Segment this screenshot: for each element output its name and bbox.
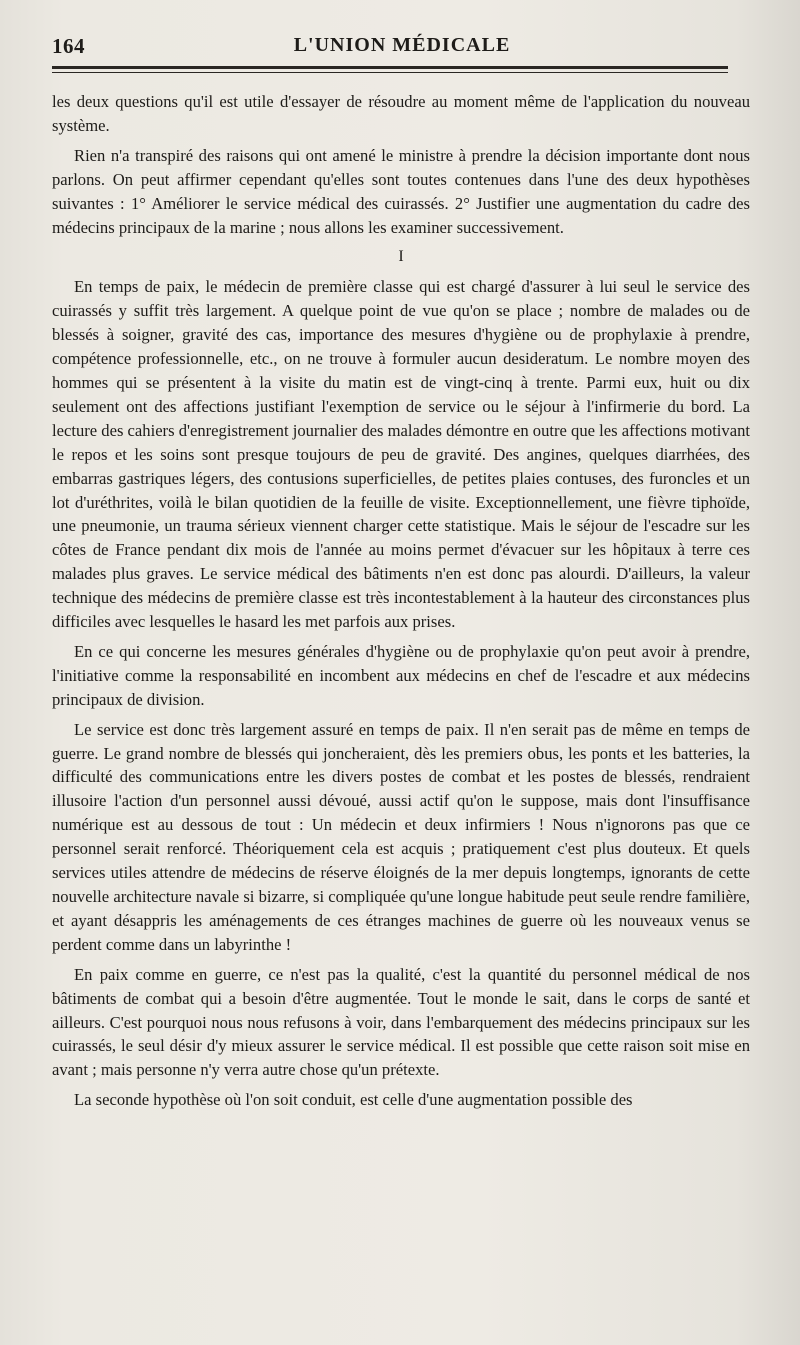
paragraph: En paix comme en guerre, ce n'est pas la qualité, c'est la quantité du personnel médical de nos bâtiments de combat qui a besoin d'être augmentée. Tout le monde le sait, dans le corps de santé et ailleurs. C'est pourquoi nous nous refusons à voir, dans l'embarquement des médecins principaux sur les cuirassés, le seul désir d'y mieux assurer le service médical. Il est possible que cette raison soit mise en avant ; mais personne n'y verra autre chose qu'un prétexte. bbox=[52, 964, 750, 1080]
paragraph: En ce qui concerne les mesures générales d'hygiène ou de prophylaxie qu'on peut avoir à prendre, l'initiative comme la responsabilité en incombent aux médecins en chef de l'escadre et aux médecins principaux de division. bbox=[52, 641, 750, 709]
section-numeral: I bbox=[398, 248, 404, 266]
page-number: 164 bbox=[52, 34, 85, 58]
running-title: L'UNION MÉDICALE bbox=[293, 34, 511, 56]
paragraph: En temps de paix, le médecin de première classe qui est chargé d'assurer à lui seul le service des cuirassés y suffit très largement. A quelque point de vue qu'on se place ; nombre de malades ou de blessés à soigner, gravité des cas, importance des mesures d'hygiène ou de prophylaxie à prendre, compétence professionnelle, etc., on ne trouve à formuler aucun desideratum. Le nombre moyen des hommes qui se présentent à la visite du matin est de vingt-cinq à trente. Parmi eux, huit ou dix seulement ont des affections justifiant l'exemption de service ou le séjour à l'infirmerie du bord. La lecture des cahiers d'enregistrement journalier des malades démontre en outre que les affections motivant le repos et les soins sont presque toujours de peu de gravité. Des angines, quelques diarrhées, des embarras gastriques légers, des contusions superficielles, de petites plaies contuses, des furoncles et un lot d'uréthrites, voilà le bilan quotidien de la feuille de visite. Exceptionnellement, une fièvre tiphoïde, une pneumonie, un trauma sérieux viennent charger cette statistique. Mais le séjour de l'escadre sur les côtes de France pendant dix mois de l'année au moins permet d'évacuer sur les hôpitaux à terre ces malades plus graves. Le service médical des bâtiments n'en est donc pas alourdi. D'ailleurs, la valeur technique des médecins de première classe est très incontestablement à la hauteur des circonstances plus difficiles avec lesquelles le hasard les met parfois aux prises. bbox=[52, 277, 750, 632]
paragraph: les deux questions qu'il est utile d'essayer de résoudre au moment même de l'application du nouveau système. bbox=[52, 92, 750, 135]
paragraph: Rien n'a transpiré des raisons qui ont amené le ministre à prendre la décision importante dont nous parlons. On peut affirmer cependant qu'elles sont toutes contenues dans l'une des deux hypothèses suivantes : 1° Améliorer le service médical des cuirassés. 2° Justifier une augmentation du cadre des médecins principaux de la marine ; nous allons les examiner successivement. bbox=[52, 145, 750, 237]
body-text bbox=[52, 90, 750, 1118]
page-header bbox=[52, 30, 752, 66]
header-rule bbox=[52, 66, 728, 69]
paragraph: Le service est donc très largement assuré en temps de paix. Il n'en serait pas de même en temps de guerre. Le grand nombre de blessés qui joncheraient, dès les premiers obus, les ponts et les batteries, la difficulté des communications entre les divers postes de combat et les postes de blessés, rendraient illusoire l'action d'un personnel aussi dévoué, aussi actif qu'on le suppose, mais dont l'insuffisance numérique est au dessous de tout : Un médecin et deux infirmiers ! Nous n'ignorons pas que ce personnel serait renforcé. Théoriquement cela est acquis ; pratiquement c'est plus douteux. Et quels services utiles attendre de médecins de réserve éloignés de la mer depuis longtemps, ignorants de cette nouvelle architecture navale si bizarre, si compliquée qu'une longue habitude peut seule rendre familière, et ayant désappris les aménagements de ces étranges machines de guerre où les nouveaux venus se perdent comme dans un labyrinthe ! bbox=[52, 719, 750, 954]
header-rule-thin bbox=[52, 72, 728, 73]
paragraph: La seconde hypothèse où l'on soit conduit, est celle d'une augmentation possible des bbox=[74, 1090, 633, 1110]
